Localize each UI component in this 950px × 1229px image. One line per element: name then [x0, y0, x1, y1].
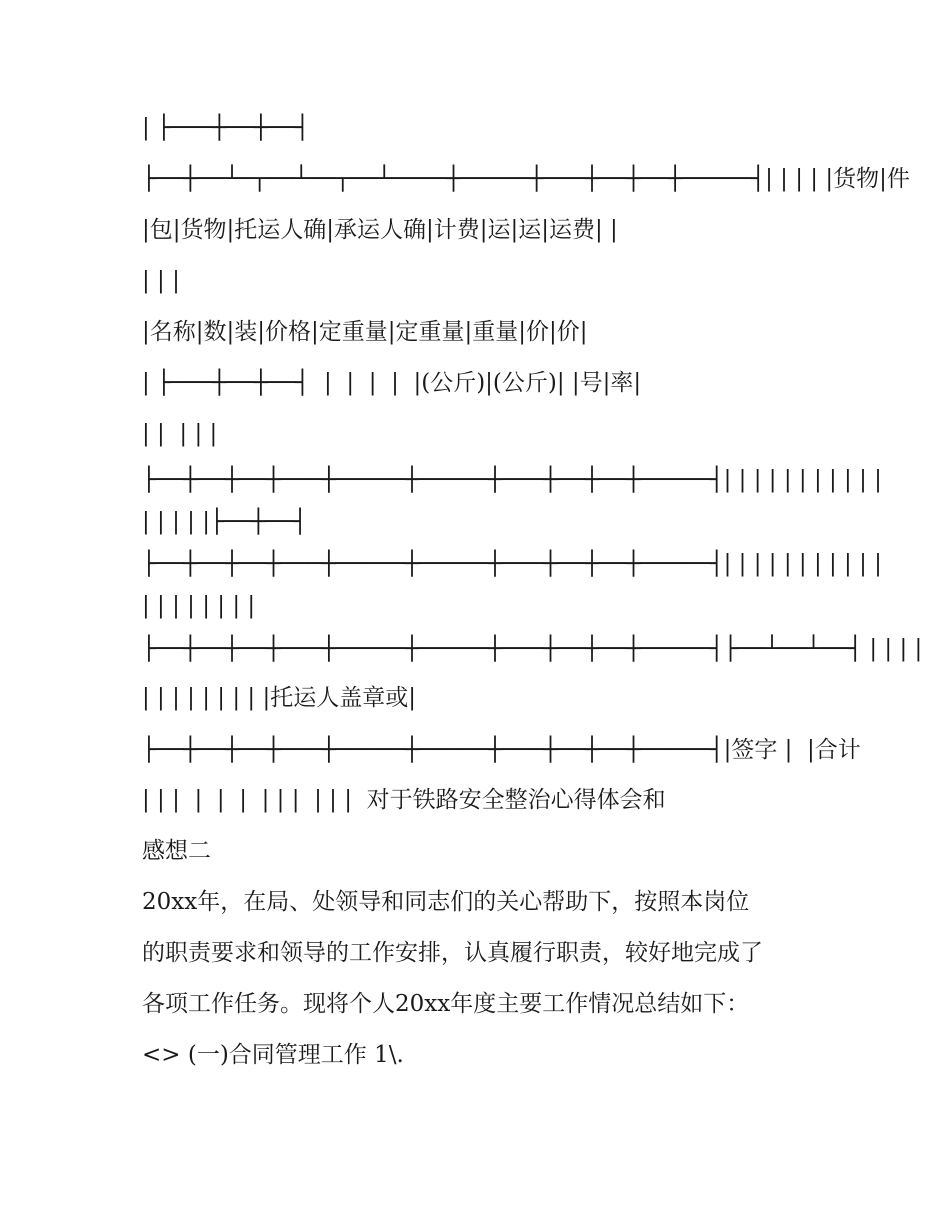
table-total-line: ├──┼──┼──┼───┼─────┼─────┼───┼──┼──┼─────┤|签字 | |合计 [142, 737, 861, 763]
section-title-cont: 感想二 [142, 838, 211, 864]
table-border-line: | | | | |├──┼──┤ [142, 509, 307, 535]
table-header-line: |名称|数|装|价格|定重量|定重量|重量|价|价| [142, 319, 588, 345]
table-border-line: | | | [142, 268, 180, 294]
table-border-line: ├──┼──┴─┬──┴──┬──┴────┼─────┼───┼──┼──┼─────┤| | | | |货物|件 [142, 166, 910, 192]
table-header-line: |包|货物|托运人确|承运人确|计费|运|运|运费| | [142, 217, 618, 243]
paragraph-line: 各项工作任务。现将个人20xx年度主要工作情况总结如下： [142, 991, 750, 1017]
table-border-line: | | | | | [142, 421, 218, 447]
table-border-line: | | | | | | | | [142, 593, 256, 619]
paragraph-line: 20xx年，在局、处领导和同志们的关心帮助下，按照本岗位 [142, 889, 750, 915]
table-header-line: | ├───┼──┼──┤ | | | | |(公斤)|(公斤)| |号|率| [142, 370, 642, 396]
table-border-line: ├──┼──┼──┼───┼─────┼─────┼───┼──┼──┼─────┤| | | | | | | | | | | [142, 551, 882, 577]
section-title-line: | | | | | | | | | | | | 对于铁路安全整治心得体会和 [142, 787, 666, 813]
table-border-line: ├──┼──┼──┼───┼─────┼─────┼───┼──┼──┼─────┤├──┴──┴──┤ | | | | [142, 636, 923, 662]
subheading-line: <> (一)合同管理工作 1\. [142, 1042, 404, 1068]
paragraph-line: 的职责要求和领导的工作安排，认真履行职责，较好地完成了 [142, 940, 763, 966]
table-border-line: | ├───┼──┼──┤ [142, 115, 310, 141]
table-border-line: ├──┼──┼──┼───┼─────┼─────┼───┼──┼──┼─────┤| | | | | | | | | | | [142, 467, 882, 493]
table-signature-line: | | | | | | | | |托运人盖章或| [142, 685, 416, 711]
